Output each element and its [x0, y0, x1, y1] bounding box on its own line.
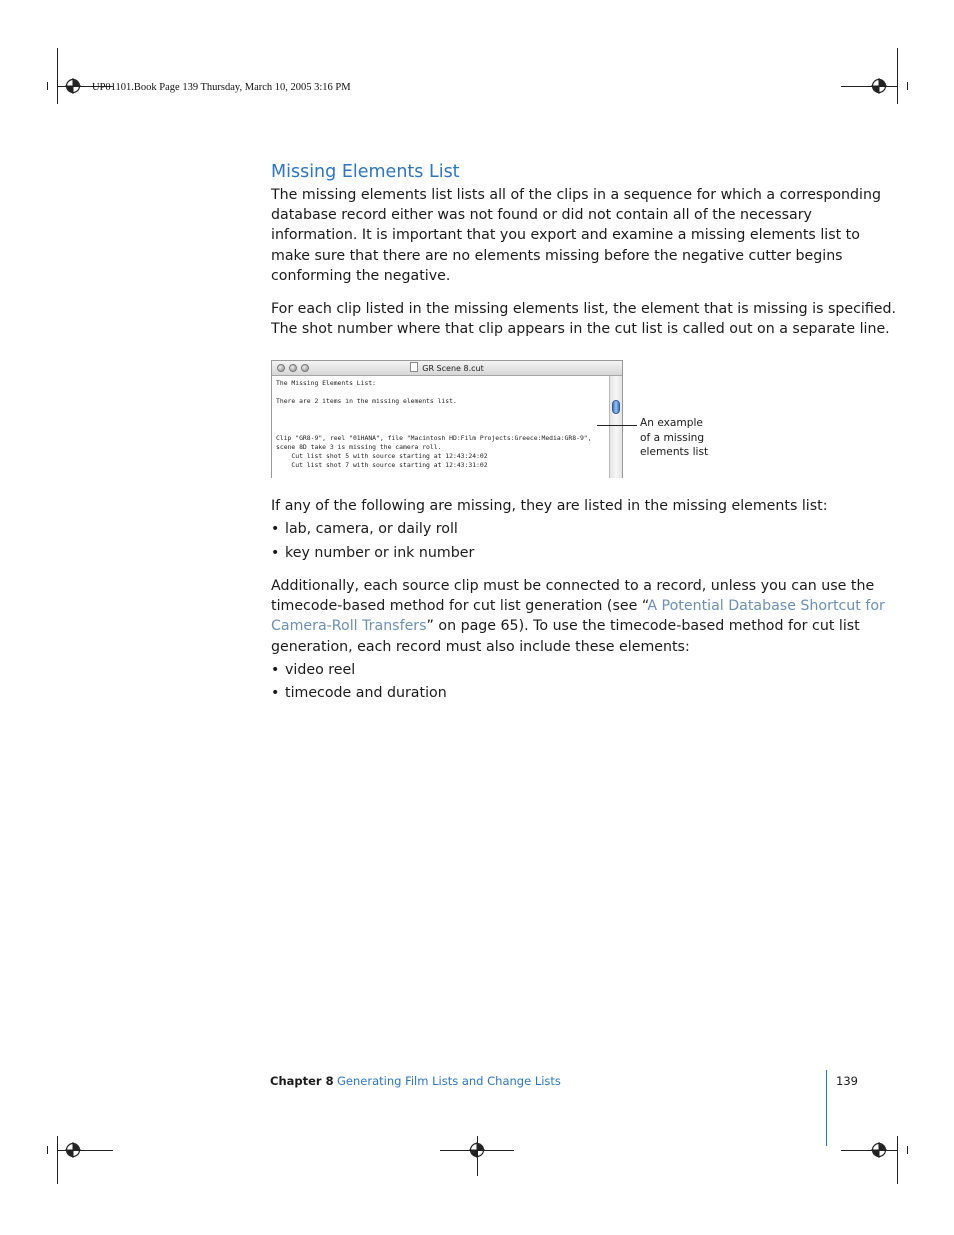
text-line: For each clip listed in the missing elements list, the element that is missing is specified.	[271, 301, 897, 317]
cross-reference-link[interactable]: A Potential Database Shortcut for	[647, 598, 885, 615]
caption-line: An example	[640, 417, 703, 429]
registration-target-icon	[871, 1142, 887, 1158]
crop-mark	[57, 48, 58, 104]
paragraph-intro	[271, 185, 881, 286]
print-slug: UP01101.Book Page 139 Thursday, March 10, 2005 3:16 PM	[92, 82, 351, 93]
code-line: There are 2 items in the missing elements list.	[276, 397, 457, 406]
bullet-icon: •	[271, 685, 280, 701]
page-number: 139	[836, 1074, 858, 1088]
crop-mark	[907, 1146, 908, 1154]
text-line: The missing elements list lists all of the clips in a sequence for which a corresponding	[271, 187, 881, 203]
window-titlebar	[272, 361, 622, 376]
text-line: If any of the following are missing, they are listed in the missing elements list:	[271, 498, 828, 514]
figure-caption	[640, 416, 708, 460]
registration-target-icon	[871, 78, 887, 94]
list-item	[271, 543, 474, 563]
bullet-icon: •	[271, 521, 280, 537]
crop-mark	[897, 48, 898, 104]
code-line: scene 8D take 3 is missing the camera roll.	[276, 442, 442, 451]
code-line: Cut list shot 7 with source starting at 12:43:31:02	[276, 460, 488, 469]
list-item-text: timecode and duration	[285, 685, 447, 701]
code-line: Cut list shot 5 with source starting at 12:43:24:02	[276, 451, 488, 460]
text-line	[271, 596, 885, 616]
text-line: Additionally, each source clip must be connected to a record, unless you can use the	[271, 578, 875, 594]
footer-divider	[826, 1070, 827, 1146]
window-title-text: GR Scene 8.cut	[422, 364, 484, 373]
paragraph-details	[271, 299, 897, 339]
text-line: The shot number where that clip appears in the cut list is called out on a separate line.	[271, 321, 890, 338]
text-line: database record either was not found or did not contain all of the necessary	[271, 207, 812, 224]
document-icon	[410, 362, 418, 372]
text-segment: timecode-based method for cut list generation (see “	[271, 598, 648, 615]
list-item	[271, 660, 355, 680]
registration-target-icon	[65, 78, 81, 94]
text-line: conforming the negative.	[271, 267, 451, 284]
crop-mark	[841, 86, 897, 87]
bullet-icon: •	[271, 545, 280, 561]
code-line: The Missing Elements List:	[276, 379, 377, 387]
footer-chapter-title: Generating Film Lists and Change Lists	[337, 1074, 561, 1088]
callout-leader-line	[597, 425, 637, 426]
list-item	[271, 519, 458, 539]
caption-line: of a missing	[640, 431, 705, 444]
registration-target-icon	[469, 1142, 485, 1158]
list-item-text: video reel	[285, 662, 356, 678]
cross-reference-link[interactable]: Camera-Roll Transfers	[271, 618, 427, 635]
crop-mark	[907, 82, 908, 90]
list-item-text: key number or ink number	[285, 545, 475, 561]
crop-mark	[897, 1136, 898, 1184]
crop-mark	[57, 1136, 58, 1184]
window-scrollbar	[609, 376, 622, 478]
list-item	[271, 683, 447, 703]
text-line	[271, 616, 860, 636]
list-item-text: lab, camera, or daily roll	[285, 521, 458, 537]
scrollbar-thumb	[612, 400, 620, 414]
section-title: Missing Elements List	[271, 162, 460, 182]
crop-mark	[47, 1146, 48, 1154]
footer-chapter: Chapter 8	[270, 1074, 334, 1088]
text-line: make sure that there are no elements missing before the negative cutter begins	[271, 247, 843, 264]
example-window-screenshot	[271, 360, 623, 478]
window-text-content	[276, 379, 592, 470]
caption-line: elements list	[640, 446, 709, 458]
text-line: information. It is important that you export and examine a missing elements list to	[271, 227, 860, 244]
crop-mark	[47, 82, 48, 90]
registration-target-icon	[65, 1142, 81, 1158]
crop-mark	[841, 1150, 897, 1151]
bullet-icon: •	[271, 662, 280, 678]
paragraph-timecode	[271, 576, 885, 657]
paragraph-list-intro	[271, 496, 831, 516]
code-line: Clip "GR8-9", reel "01HANA", file "Macintosh HD:Film Projects:Greece:Media:GR8-9",	[276, 433, 592, 442]
text-line: generation, each record must also include these elements:	[271, 638, 690, 655]
text-segment: ” on page 65). To use the timecode-based method for cut list	[426, 618, 860, 635]
window-title	[272, 362, 622, 373]
